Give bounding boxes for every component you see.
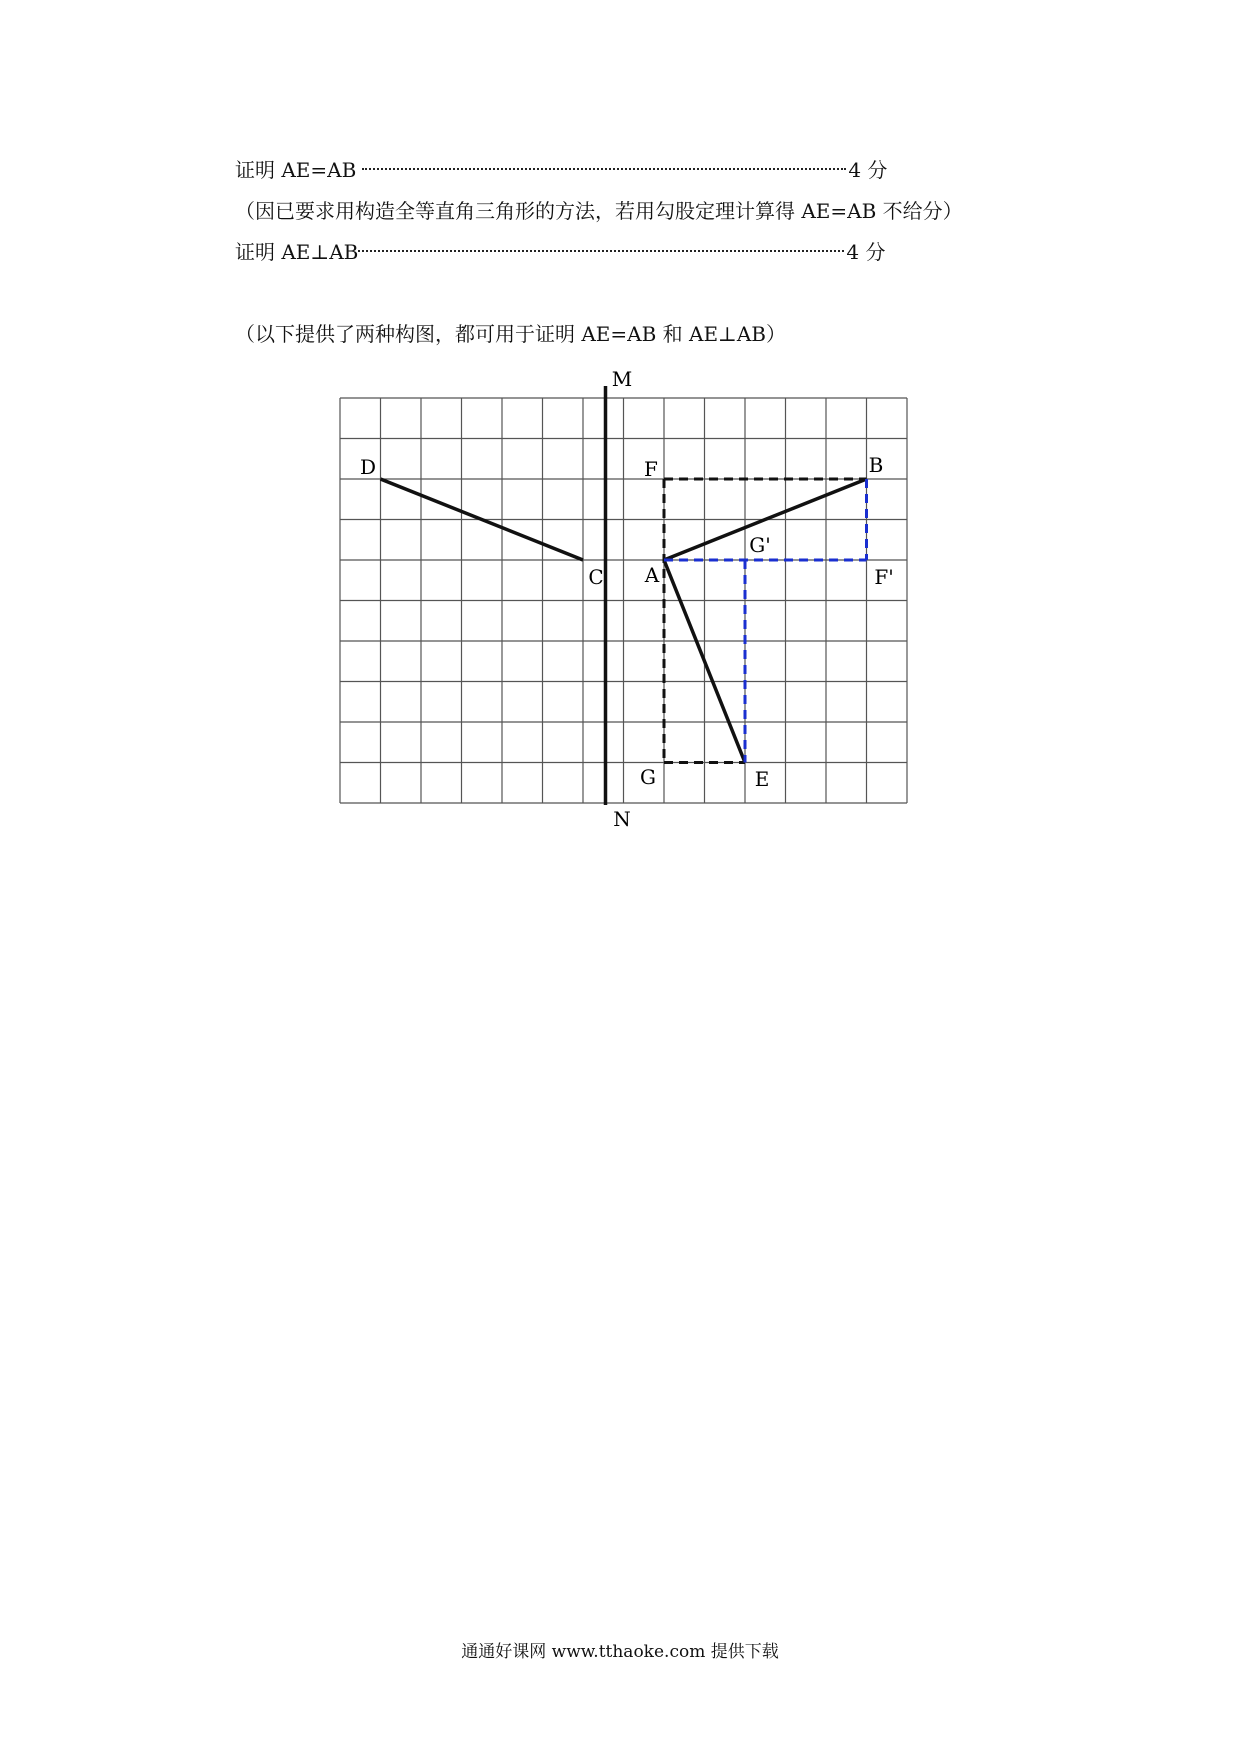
- proof-1-score: 4 分: [848, 158, 888, 182]
- label-f: F: [644, 457, 658, 481]
- figure-labels: [360, 367, 894, 831]
- label-g-prime: G': [749, 533, 771, 557]
- label-b: B: [868, 453, 884, 477]
- figure-intro: （以下提供了两种构图，都可用于证明 AE=AB 和 AE⊥AB）: [235, 322, 787, 346]
- label-m: M: [611, 367, 633, 391]
- label-a: A: [644, 563, 660, 587]
- grading-note: （因已要求用构造全等直角三角形的方法，若用勾股定理计算得 AE=AB 不给分）: [235, 199, 963, 223]
- label-n: N: [613, 807, 631, 831]
- label-g: G: [640, 765, 656, 789]
- proof-1-label: 证明 AE=AB: [235, 158, 357, 182]
- grid-lines: [340, 398, 907, 803]
- label-e: E: [754, 767, 770, 791]
- label-f-prime: F': [874, 565, 894, 589]
- footer-credit: 通通好课网 www.tthaoke.com 提供下载: [461, 1642, 779, 1662]
- proof-2-label: 证明 AE⊥AB: [235, 240, 359, 264]
- proof-2-score: 4 分: [846, 240, 886, 264]
- label-c: C: [588, 565, 604, 589]
- label-d: D: [359, 455, 377, 479]
